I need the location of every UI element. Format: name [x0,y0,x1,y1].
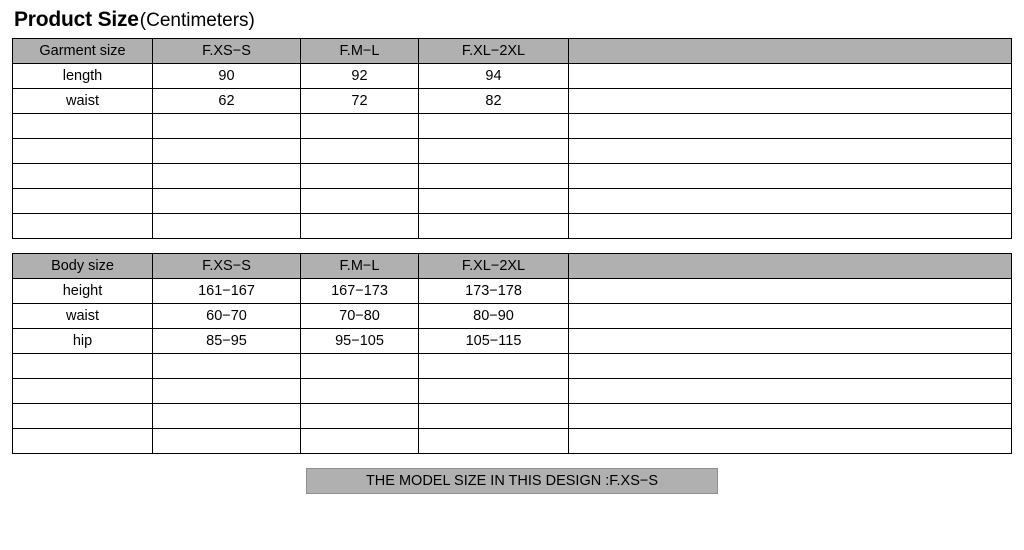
cell-value: 90 [153,64,301,89]
cell-value [569,379,1012,404]
column-header-xs-s: F.XS−S [153,254,301,279]
cell-value [569,64,1012,89]
column-header-blank [569,39,1012,64]
cell-value: 92 [301,64,419,89]
table-row [13,429,1012,454]
cell-value [419,114,569,139]
column-header-xs-s: F.XS−S [153,39,301,64]
column-header-xl-2xl: F.XL−2XL [419,254,569,279]
table-row [13,114,1012,139]
cell-value [153,429,301,454]
page-title-sub: (Centimeters) [139,10,255,31]
table-header-row [13,39,1012,64]
table-row [13,214,1012,239]
table-row [13,89,1012,114]
table-row [13,189,1012,214]
cell-value: 62 [153,89,301,114]
cell-value [301,139,419,164]
row-label [13,164,153,189]
column-header-blank [569,254,1012,279]
page-title [0,0,1024,38]
cell-value [569,189,1012,214]
cell-value [569,354,1012,379]
cell-value [301,164,419,189]
cell-value: 161−167 [153,279,301,304]
row-label: hip [13,329,153,354]
table-row [13,354,1012,379]
column-header-body-size: Body size [13,254,153,279]
row-label [13,139,153,164]
footer-note-wrap [0,468,1024,494]
table-row [13,404,1012,429]
cell-value [301,429,419,454]
cell-value [419,189,569,214]
cell-value [419,404,569,429]
cell-value [301,189,419,214]
cell-value [153,114,301,139]
cell-value [153,404,301,429]
table-row [13,379,1012,404]
cell-value: 70−80 [301,304,419,329]
row-label: height [13,279,153,304]
cell-value: 173−178 [419,279,569,304]
table-row [13,139,1012,164]
cell-value [301,354,419,379]
cell-value [153,164,301,189]
cell-value [419,214,569,239]
cell-value [153,354,301,379]
cell-value [301,404,419,429]
row-label [13,354,153,379]
row-label [13,404,153,429]
cell-value: 167−173 [301,279,419,304]
row-label [13,114,153,139]
model-size-note: THE MODEL SIZE IN THIS DESIGN :F.XS−S [306,468,718,494]
cell-value: 105−115 [419,329,569,354]
row-label: waist [13,304,153,329]
cell-value [419,379,569,404]
column-header-m-l: F.M−L [301,254,419,279]
cell-value [301,379,419,404]
cell-value [419,164,569,189]
cell-value [569,304,1012,329]
row-label: length [13,64,153,89]
body-size-table [12,253,1012,454]
table-row [13,304,1012,329]
cell-value: 72 [301,89,419,114]
cell-value [153,139,301,164]
row-label [13,379,153,404]
cell-value [569,329,1012,354]
column-header-m-l: F.M−L [301,39,419,64]
cell-value [301,214,419,239]
row-label: waist [13,89,153,114]
cell-value [569,89,1012,114]
cell-value [153,189,301,214]
row-label [13,214,153,239]
cell-value: 80−90 [419,304,569,329]
cell-value: 82 [419,89,569,114]
cell-value [301,114,419,139]
cell-value [419,139,569,164]
cell-value: 85−95 [153,329,301,354]
column-header-garment-size: Garment size [13,39,153,64]
cell-value [569,279,1012,304]
cell-value [569,164,1012,189]
cell-value [153,214,301,239]
cell-value [569,429,1012,454]
table-row [13,164,1012,189]
table-gap [0,239,1024,253]
cell-value [419,429,569,454]
row-label [13,189,153,214]
cell-value [419,354,569,379]
table-row [13,279,1012,304]
row-label [13,429,153,454]
cell-value [569,114,1012,139]
cell-value [569,139,1012,164]
page-title-main: Product Size [14,8,139,31]
table-row [13,64,1012,89]
table-header-row [13,254,1012,279]
cell-value: 95−105 [301,329,419,354]
garment-size-table [12,38,1012,239]
cell-value: 60−70 [153,304,301,329]
cell-value [569,214,1012,239]
cell-value [569,404,1012,429]
cell-value: 94 [419,64,569,89]
table-row [13,329,1012,354]
cell-value [153,379,301,404]
column-header-xl-2xl: F.XL−2XL [419,39,569,64]
